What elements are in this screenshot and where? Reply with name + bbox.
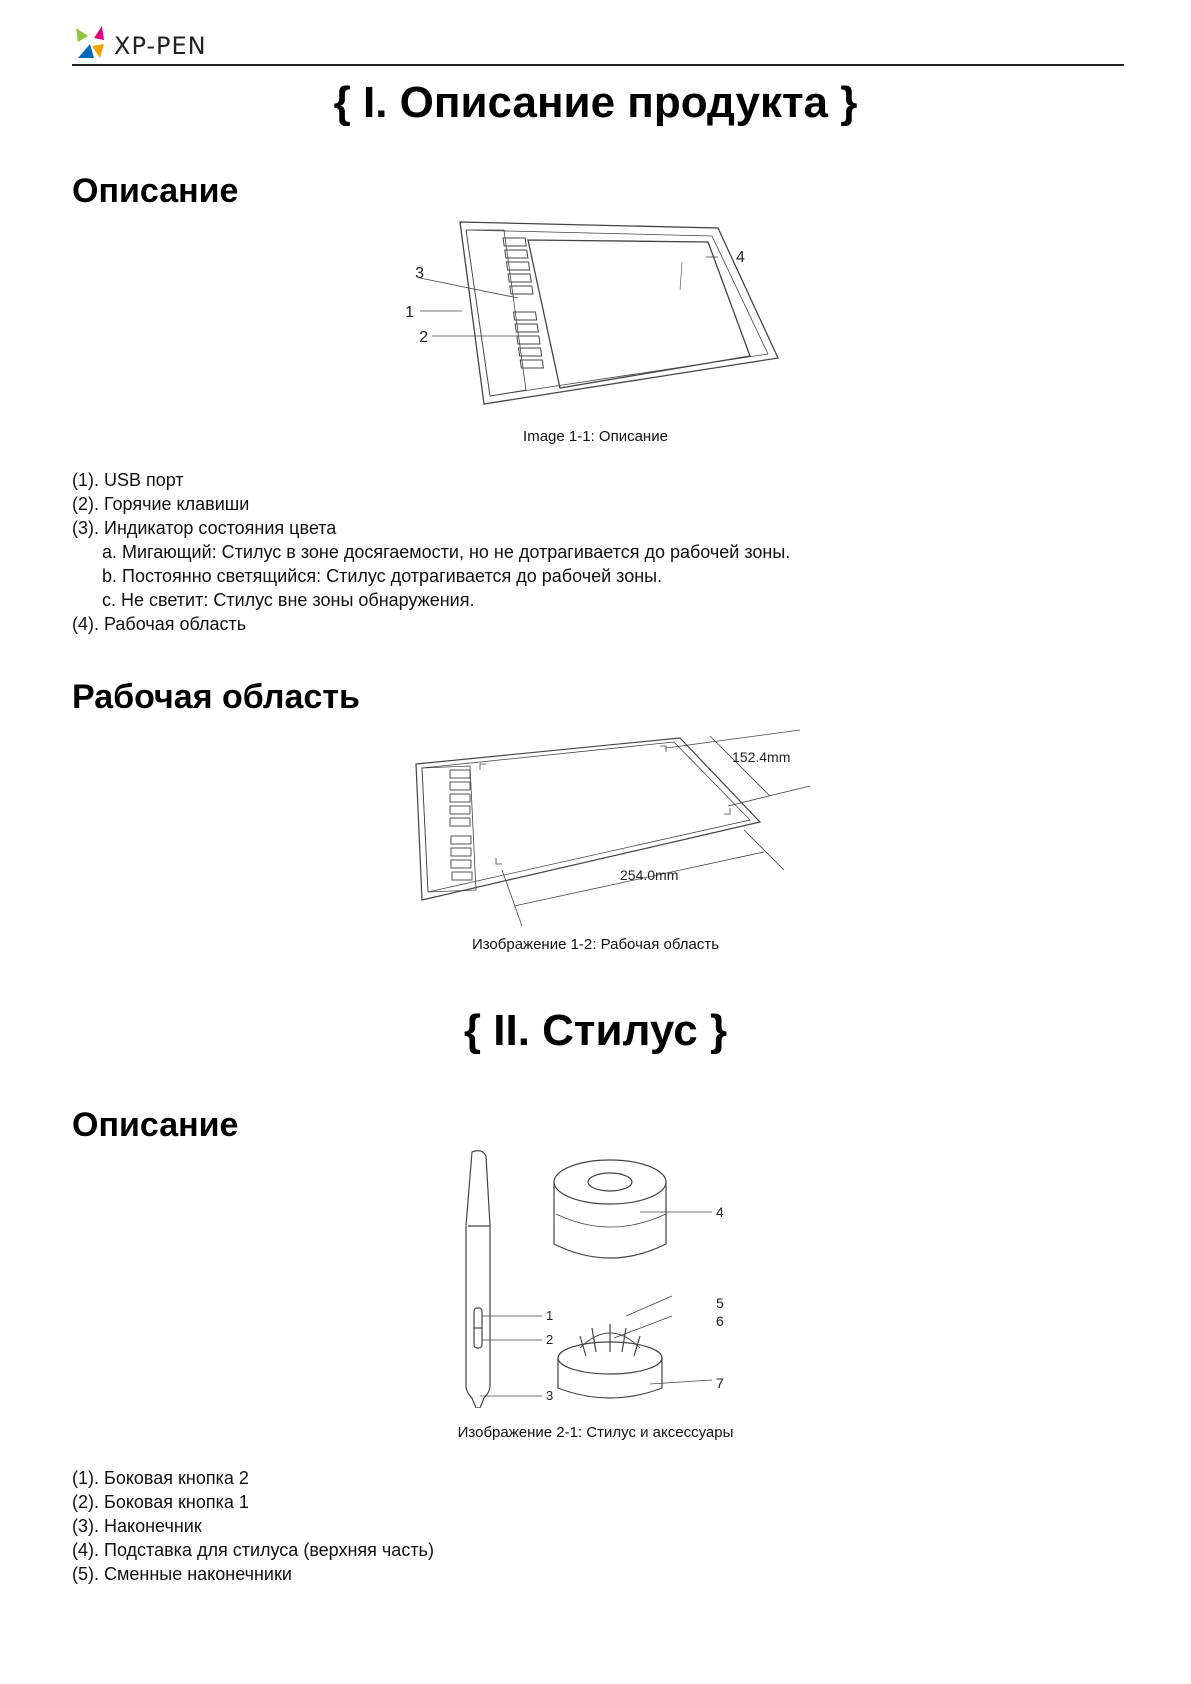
list-item: (1). Боковая кнопка 2 [72, 1468, 249, 1488]
list-item: (1). USB порт [72, 470, 184, 490]
tablet-outline [416, 738, 760, 900]
page-header [72, 22, 1124, 66]
figure-label: 4 [736, 249, 745, 266]
description-heading: Описание [72, 172, 239, 210]
list-item: (3). Наконечник [72, 1516, 202, 1536]
figure-label: 1 [546, 1308, 554, 1323]
figure-label: 3 [546, 1388, 554, 1403]
figure-label: 1 [405, 304, 414, 321]
work-area-figure [410, 720, 820, 935]
hotkey-buttons [503, 238, 543, 368]
list-item: (4). Рабочая область [72, 614, 247, 634]
tablet-overview-figure [400, 216, 780, 426]
figure-label: 7 [716, 1375, 724, 1391]
list-item: b. Постоянно светящийся: Стилус дотрагивается до рабочей зоны. [102, 566, 663, 586]
list-item: (2). Горячие клавиши [72, 494, 250, 514]
figure-caption: Image 1-1: Описание [523, 428, 668, 445]
work-area-heading: Рабочая область [72, 678, 360, 716]
figure-label: 2 [419, 329, 428, 346]
figure-caption: Изображение 2-1: Стилус и аксессуары [457, 1424, 734, 1441]
stand-top [554, 1160, 666, 1204]
figure-label: 2 [546, 1332, 554, 1347]
header-divider [72, 64, 1124, 66]
active-area-outline [528, 240, 750, 388]
stylus-pen [466, 1151, 490, 1408]
tablet-parts-list [72, 468, 790, 636]
stylus-parts-list [72, 1466, 434, 1586]
xp-pen-logo-icon [72, 22, 108, 62]
figure-label: 5 [716, 1295, 724, 1311]
stylus-description-heading: Описание [72, 1106, 239, 1144]
section-2-title: { II. Стилус } [463, 1006, 728, 1055]
list-item: (2). Боковая кнопка 1 [72, 1492, 249, 1512]
width-dimension-label: 254.0mm [620, 867, 679, 883]
stylus-accessories-figure [450, 1148, 750, 1408]
section-1-title: { I. Описание продукта } [333, 78, 858, 127]
list-item: (4). Подставка для стилуса (верхняя часть) [72, 1540, 434, 1560]
hotkey-buttons [450, 770, 472, 880]
list-item: a. Мигающий: Стилус в зоне досягаемости, но не дотрагивается до рабочей зоны. [102, 542, 791, 562]
height-dimension-label: 152.4mm [732, 749, 791, 765]
list-item: (3). Индикатор состояния цвета [72, 518, 337, 538]
figure-label: 3 [415, 265, 424, 282]
figure-label: 4 [716, 1204, 724, 1220]
list-item: c. Не светит: Стилус вне зоны обнаружения. [102, 590, 475, 610]
brand-name: XP-PEN [114, 32, 207, 60]
figure-label: 6 [716, 1313, 724, 1329]
list-item: (5). Сменные наконечники [72, 1564, 292, 1584]
figure-caption: Изображение 1-2: Рабочая область [471, 936, 720, 953]
